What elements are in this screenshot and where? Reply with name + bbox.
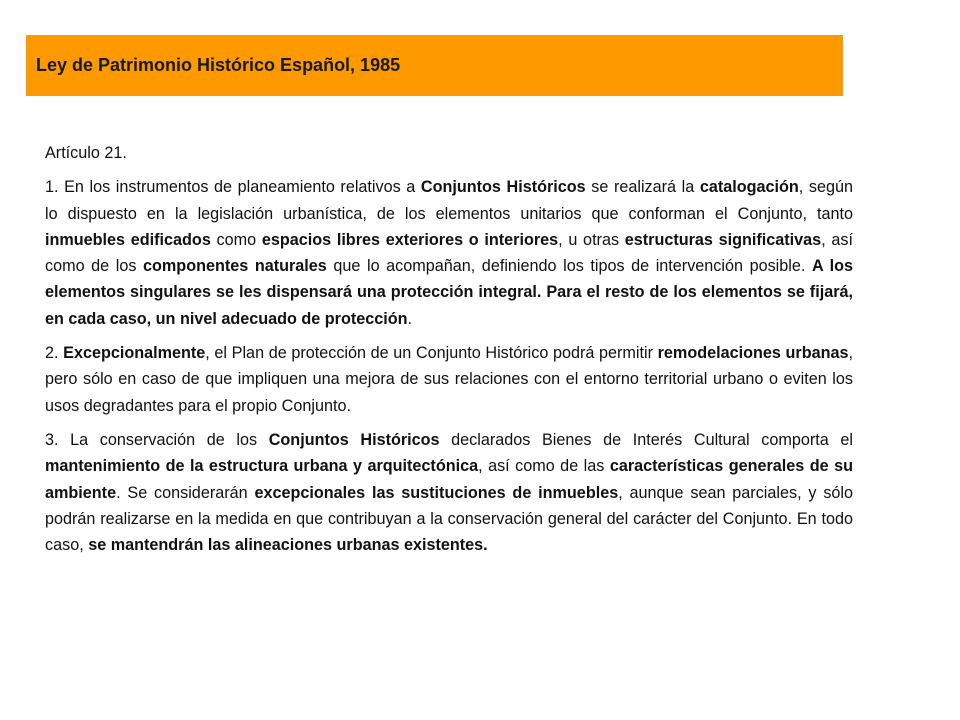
text-segment-bold: mantenimiento de la estructura urbana y arquitectónica xyxy=(45,457,479,476)
text-segment-bold: se mantendrán las alineaciones urbanas existentes. xyxy=(88,536,488,555)
text-segment-bold: componentes naturales xyxy=(143,257,327,276)
text-segment: , según lo dispuesto en la legislación urbanística, de los elementos unitarios que conforman el Conjunto, tanto xyxy=(45,178,853,223)
text-segment: 1. En los instrumentos de planeamiento relativos a xyxy=(45,178,421,197)
text-segment-bold: catalogación xyxy=(699,178,799,197)
title-banner xyxy=(26,35,843,96)
text-segment: , así como de las xyxy=(478,457,610,476)
text-segment-bold: inmuebles edificados xyxy=(45,230,211,249)
text-segment-bold: Excepcionalmente xyxy=(63,344,206,363)
text-segment: , u otras xyxy=(558,230,625,249)
text-segment-bold: estructuras significativas xyxy=(624,230,822,249)
text-segment-bold: Conjuntos Históricos xyxy=(268,430,440,449)
text-segment: 3. La conservación de los xyxy=(45,430,269,449)
text-segment-bold: características generales de su ambiente xyxy=(45,457,853,502)
article-paragraph-1 xyxy=(45,174,853,332)
text-segment: , así como de los xyxy=(45,230,853,276)
text-segment: declarados Bienes de Interés Cultural comporta el xyxy=(439,430,853,449)
text-segment: . xyxy=(407,309,413,328)
text-segment-bold: A los elementos singulares se les dispensará una protección integral. Para el resto de los elementos se fijará, en cada caso, un nivel adecuado de protección xyxy=(45,257,854,328)
text-segment: , aunque sean parciales, y sólo podrán realizarse en la medida en que contribuyan a la conservación general del carácter del Conjunto. En todo caso, xyxy=(45,483,854,555)
text-segment-bold: excepcionales las sustituciones de inmuebles xyxy=(254,483,619,502)
article-heading: Artículo 21. xyxy=(45,144,127,162)
text-segment: , pero sólo en caso de que impliquen una mejora de sus relaciones con el entorno territorial urbano o eviten los usos degradantes para el propio Conjunto. xyxy=(45,344,853,415)
text-segment-bold: remodelaciones urbanas xyxy=(657,344,849,363)
text-segment: como xyxy=(210,230,262,249)
text-segment: , el Plan de protección de un Conjunto Histórico podrá permitir xyxy=(205,344,658,363)
text-segment-bold: espacios libres exteriores o interiores xyxy=(261,230,559,249)
text-segment: . Se considerarán xyxy=(116,483,255,502)
text-segment-bold: Conjuntos Históricos xyxy=(420,178,586,197)
text-segment: que lo acompañan, definiendo los tipos de intervención posible. xyxy=(326,257,812,276)
page-title: Ley de Patrimonio Histórico Español, 1985 xyxy=(36,55,401,75)
article-paragraph-2 xyxy=(45,340,853,419)
article-body xyxy=(45,140,853,566)
text-segment: 2. xyxy=(45,344,64,363)
article-paragraph-3 xyxy=(45,427,853,558)
text-segment: se realizará la xyxy=(585,178,700,197)
